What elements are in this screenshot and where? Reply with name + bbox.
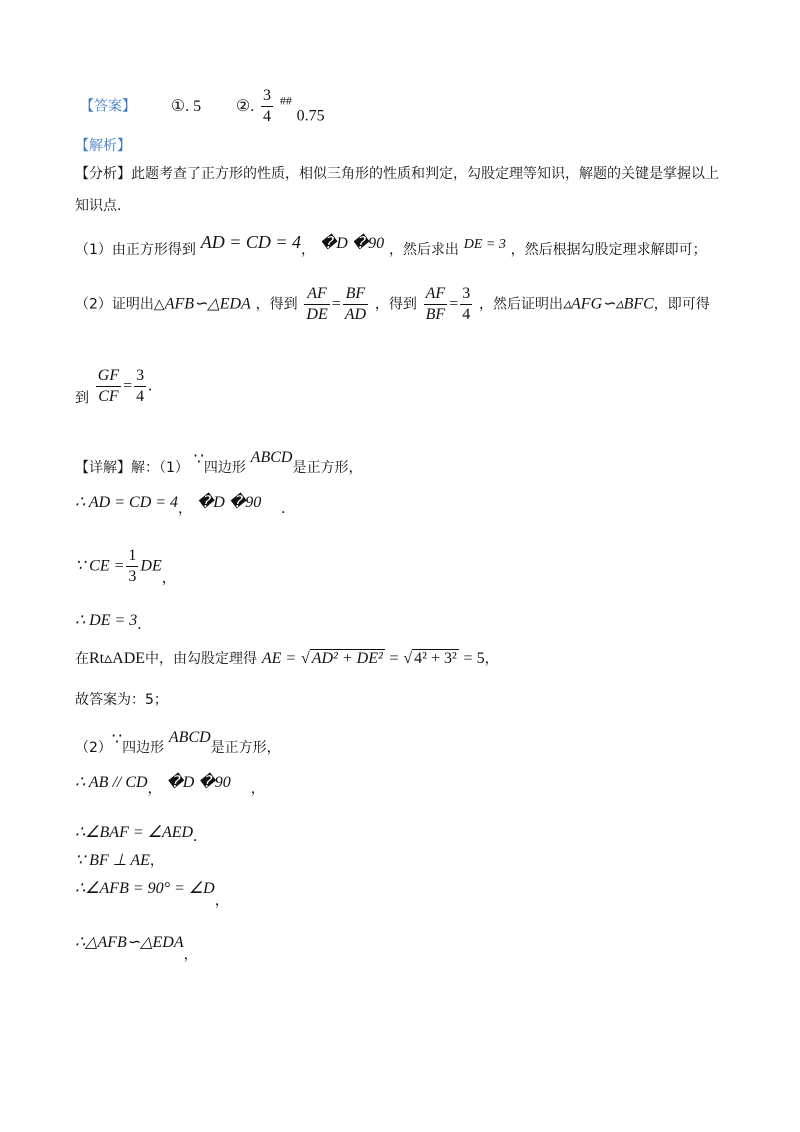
answer-fraction: $\frac{3}{4}$ (263, 87, 272, 125)
comma: ， (178, 501, 193, 517)
math-result-5: = 5 (463, 650, 485, 667)
eq: = (389, 650, 399, 667)
hint2-text-c: ，得到 (374, 296, 417, 313)
detail-line5: 在Rt▵ADE中，由勾股定理得 AE = √ AD² + DE² = √ 4² + 3² = 5， (75, 650, 499, 667)
math-sqrt-4-3: 4² + 3² (414, 650, 457, 667)
detail-tag: 【详解】 (75, 460, 131, 476)
hint2-math-similar: AFB∽△EDA (164, 295, 251, 313)
hint2-math-afg-bfc: ▵AFG∽▵BFC (563, 295, 654, 313)
comma: ， (214, 893, 229, 909)
math-sqrt-ad-de: AD² + DE² (311, 650, 383, 667)
math-angle-d: �D �90 (196, 494, 262, 511)
detail-l5a: 在 (75, 651, 89, 667)
math-ad-cd: ∴ AD = CD = 4 (75, 494, 179, 511)
detail-line1 (75, 448, 362, 478)
answer-part2-label: ②. (235, 97, 255, 115)
comma: ， (161, 570, 176, 587)
detail-line10 (75, 850, 164, 871)
hint1-comma: ， (301, 242, 315, 258)
math-abcd: ABCD (250, 449, 293, 466)
dot: . (281, 500, 286, 517)
detail-l1a: 解：（1） (131, 460, 189, 476)
hint1-math-angle-d: �D �90 (319, 235, 385, 252)
analysis-tag: 【解析】 (75, 138, 131, 154)
math-ce: ∵ CE = (75, 557, 125, 575)
hint2-line (75, 284, 710, 325)
detail-l7a: （2） (75, 740, 112, 756)
hint2-frac-3-4: $\frac{3}{4}$ (462, 285, 471, 323)
answer-alt: 0.75 (296, 107, 325, 125)
hint2-text-e: ，即可得 (653, 296, 710, 313)
detail-l7b: 四边形 (122, 740, 165, 756)
dot: . (193, 828, 198, 845)
math-angle-baf-aed: ∴∠BAF = ∠AED (75, 824, 194, 841)
hint2-text-a: （2）证明出△ (75, 296, 165, 313)
detail-l1b: 四边形 (203, 460, 246, 476)
answer-separator: ## (279, 93, 292, 108)
detail-line11 (75, 878, 229, 911)
hint1-text-c: ，然后根据勾股定理求解即可； (510, 242, 707, 258)
fenxi-line (75, 164, 719, 184)
math-de: DE (140, 557, 162, 575)
hint2b-text: 到 (75, 390, 89, 407)
math-ab-parallel-cd: ∴ AB // CD (75, 774, 148, 791)
detail-line6: 故答案为：5； (75, 692, 168, 708)
hint2-text-b: ，得到 (255, 296, 298, 313)
comma: ， (484, 651, 499, 667)
hint2b-line (75, 366, 152, 409)
fenxi-text: 此题考查了正方形的性质，相似三角形的性质和判定，勾股定理等知识，解题的关键是掌握以上 (131, 166, 719, 182)
hint2-frac-af-de: $\frac{AF}{DE}$ (306, 285, 328, 323)
comma: ， (183, 947, 198, 963)
math-ae: AE = (261, 650, 297, 667)
hint2-eq2: = (449, 295, 459, 313)
hint2b-dot: . (148, 377, 153, 395)
comma: ， (147, 781, 162, 797)
math-similar-triangles: ∴△AFB∽△EDA (75, 934, 184, 951)
detail-line9 (75, 822, 197, 847)
hint1-line (75, 232, 707, 260)
math-abcd: ABCD (168, 729, 211, 746)
answer-line (80, 86, 325, 127)
hint1-math-ad-cd: AD = CD = 4 (200, 232, 301, 252)
hint1-math-de: DE = 3 (463, 237, 506, 252)
math-bf-perp-ae: ∵ BF ⊥ AE (75, 852, 150, 869)
answer-part1: ①. 5 (170, 97, 202, 115)
hint2b-frac-gf-cf: $\frac{GF}{CF}$ (97, 367, 120, 405)
hint2-frac-af-bf: $\frac{AF}{BF}$ (425, 285, 446, 323)
because-symbol: ∵ (193, 451, 204, 468)
hint2-frac-bf-ad: $\frac{BF}{AD}$ (344, 285, 367, 323)
fenxi-tag: 【分析】 (75, 166, 131, 182)
dot: . (137, 616, 142, 633)
hint2-eq1: = (331, 295, 341, 313)
hint2b-frac-3-4: $\frac{3}{4}$ (136, 367, 145, 405)
detail-line4 (75, 610, 141, 635)
math-rt-ade: Rt▵ADE (89, 650, 146, 667)
math-angle-d: �D �90 (166, 774, 231, 791)
detail-l7c: 是正方形， (210, 740, 281, 756)
fenxi-line2: 知识点. (75, 198, 122, 214)
comma: ， (149, 853, 164, 869)
detail-line8 (75, 772, 265, 799)
math-angle-afb: ∴∠AFB = 90° = ∠D (75, 880, 215, 897)
hint1-text-b: ，然后求出 (388, 242, 459, 258)
hint2-text-d: ，然后证明出 (479, 296, 563, 313)
detail-l5b: 中，由勾股定理得 (145, 651, 258, 667)
math-de-3: ∴ DE = 3 (75, 612, 138, 629)
hint2b-eq: = (123, 377, 133, 395)
detail-line3 (75, 546, 176, 589)
answer-tag: 【答案】 (80, 98, 136, 115)
detail-line2 (75, 492, 285, 519)
hint1-text-a: （1）由正方形得到 (75, 242, 196, 258)
because-symbol: ∵ (111, 731, 123, 748)
comma: ， (250, 781, 265, 797)
detail-line7 (75, 728, 281, 758)
frac-1-3: $\frac{1}{3}$ (128, 547, 137, 585)
detail-line12 (75, 932, 198, 965)
detail-l1c: 是正方形， (292, 460, 363, 476)
